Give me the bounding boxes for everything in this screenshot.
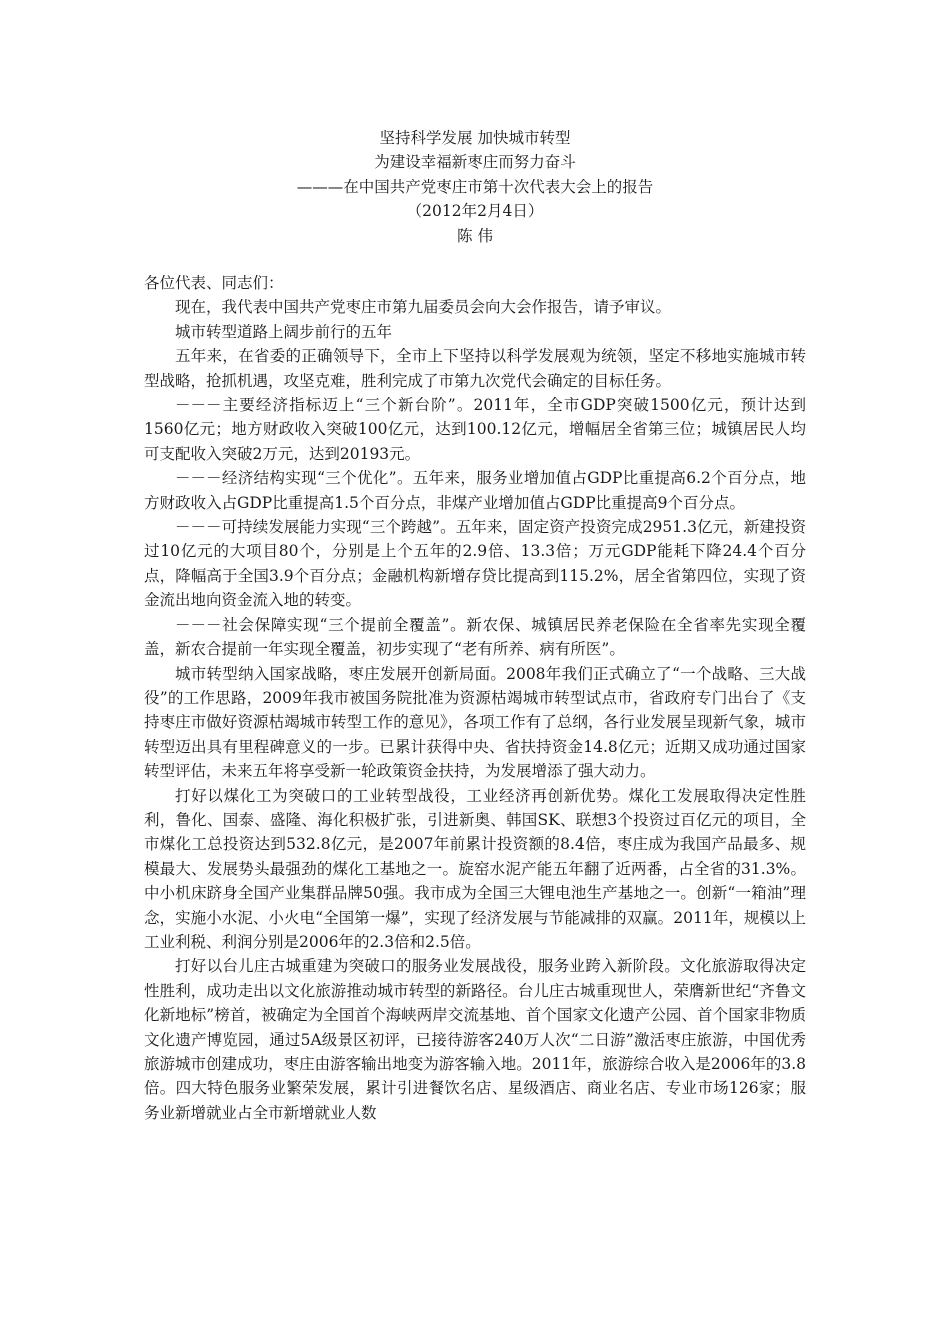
salutation: 各位代表、同志们：: [144, 274, 284, 292]
paragraph: －－－经济结构实现“三个优化”。五年来，服务业增加值占GDP比重提高6.2个百分点，地方财政收入占GDP比重提高1.5个百分点，非煤产业增加值占GDP比重提高9个百分点。: [144, 469, 806, 512]
paragraph: －－－主要经济指标迈上“三个新台阶”。2011年，全市GDP突破1500亿元，预计达到1560亿元；地方财政收入突破100亿元，达到100.12亿元，增幅居全省第三位；城镇居民人均可支配收入突破2万元，达到20193元。: [144, 396, 806, 463]
paragraph: －－－可持续发展能力实现“三个跨越”。五年来，固定资产投资完成2951.3亿元，新建投资过10亿元的大项目80个，分别是上个五年的2.9倍、13.3倍；万元GDP能耗下降24.4个百分点，降幅高于全国3.9个百分点；金融机构新增存贷比提高到115.2%，居全省第四位，实现了资金流出地向资金流入地的转变。: [144, 518, 806, 610]
paragraph: －－－社会保障实现“三个提前全覆盖”。新农保、城镇居民养老保险在全省率先实现全覆盖，新农合提前一年实现全覆盖，初步实现了“老有所养、病有所医”。: [144, 615, 806, 659]
document-author: 陈 伟: [457, 226, 493, 245]
section-heading: 城市转型道路上阔步前行的五年: [175, 322, 393, 341]
title-block: [144, 126, 806, 248]
document-occasion: ———在中国共产党枣庄市第十次代表大会上的报告: [296, 177, 654, 196]
paragraph: 现在，我代表中国共产党枣庄市第九届委员会向大会作报告，请予审议。: [175, 298, 672, 317]
document-body: [144, 271, 806, 1125]
paragraph: 打好以台儿庄古城重建为突破口的服务业发展战役，服务业跨入新阶段。文化旅游取得决定性胜利，成功走出以文化旅游推动城市转型的新路径。台儿庄古城重现世人，荣膺新世纪“齐鲁文化新地标”榜首，被确定为全国首个海峡两岸交流基地、首个国家文化遗产公园、首个国家非物质文化遗产博览园，通过5A级景区初评，已接待游客240万人次“二日游”激活枣庄旅游，中国优秀旅游城市创建成功，枣庄由游客输出地变为游客输入地。2011年，旅游综合收入是2006年的3.8倍。四大特色服务业繁荣发展，累计引进餐饮名店、星级酒店、商业名店、专业市场126家；服务业新增就业占全市新增就业人数: [144, 957, 806, 1122]
document-date: （2012年2月4日）: [406, 202, 544, 221]
document-subtitle: 为建设幸福新枣庄而努力奋斗: [374, 153, 576, 172]
paragraph: 五年来，在省委的正确领导下，全市上下坚持以科学发展观为统领，坚定不移地实施城市转型战略，抢抓机遇，攻坚克难，胜利完成了市第九次党代会确定的目标任务。: [144, 347, 806, 390]
paragraph: 打好以煤化工为突破口的工业转型战役，工业经济再创新优势。煤化工发展取得决定性胜利，鲁化、国泰、盛隆、海化积极扩张，引进新奥、韩国SK、联想3个投资过百亿元的项目，全市煤化工总投资达到532.8亿元，是2007年前累计投资额的8.4倍，枣庄成为我国产品最多、规模最大、发展势头最强劲的煤化工基地之一。旋窑水泥产能五年翻了近两番，占全省的31.3%。中小机床跻身全国产业集群品牌50强。我市成为全国三大锂电池生产基地之一。创新“一箱油”理念，实施小水泥、小火电“全国第一爆”，实现了经济发展与节能减排的双赢。2011年，规模以上工业利税、利润分别是2006年的2.3倍和2.5倍。: [144, 786, 806, 951]
paragraph: 城市转型纳入国家战略，枣庄发展开创新局面。2008年我们正式确立了“一个战略、三大战役”的工作思路，2009年我市被国务院批准为资源枯竭城市转型试点市，省政府专门出台了《支持枣庄市做好资源枯竭城市转型工作的意见》，各项工作有了总纲，各行业发展呈现新气象，城市转型迈出具有里程碑意义的一步。已累计获得中央、省扶持资金14.8亿元；近期又成功通过国家转型评估，未来五年将享受新一轮政策资金扶持，为发展增添了强大动力。: [144, 664, 806, 781]
document-title: 坚持科学发展 加快城市转型: [379, 129, 571, 147]
